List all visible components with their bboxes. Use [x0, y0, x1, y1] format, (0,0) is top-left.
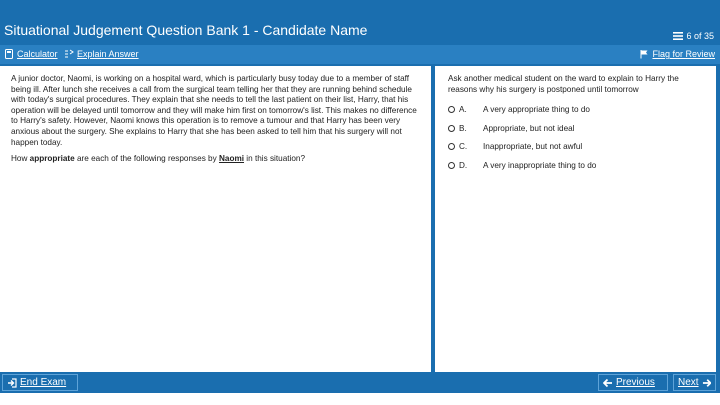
radio-a[interactable] — [448, 106, 455, 113]
option-label: Inappropriate, but not awful — [483, 142, 583, 151]
flag-for-review-label: Flag for Review — [652, 49, 715, 59]
calculator-icon — [4, 49, 14, 59]
option-label: A very appropriate thing to do — [483, 105, 590, 114]
flag-icon — [639, 49, 649, 59]
question-panel — [435, 66, 716, 372]
next-button[interactable] — [673, 374, 716, 391]
calculator-button[interactable] — [4, 49, 58, 59]
option-letter: A. — [459, 105, 467, 114]
end-exam-button[interactable] — [2, 374, 78, 391]
question-counter — [673, 31, 714, 41]
prompt-pre: How — [11, 154, 30, 163]
scenario-text: A junior doctor, Naomi, is working on a hospital ward, which is particularly busy today due to a member of staff being ill. After lunch she receives a call from the surgical team telling her that they are running behind schedule with today's surgical procedures. They explain that she needs to tell the last patient on their list, Harry, that his operation will be delayed until tomorrow and they will make him first on tomorrow's list. This makes no difference to Harry's safety. However, Naomi knows this operation is to remove a tumour and that Harry has been very anxious about the surgery. She explains to Harry that she has been asked to tell him that his surgery will not happen today. — [11, 74, 417, 147]
previous-label: Previous — [616, 377, 655, 388]
list-icon — [673, 32, 683, 40]
question-text: Ask another medical student on the ward to explain to Harry the reasons why his surgery is postponed until tomorrow — [448, 74, 679, 94]
arrow-left-icon — [603, 378, 613, 388]
arrow-right-icon — [702, 378, 711, 388]
option-c[interactable] — [448, 142, 582, 151]
prompt-mid: are each of the following responses by — [74, 154, 219, 163]
option-label: A very inappropriate thing to do — [483, 161, 597, 170]
scenario-prompt — [11, 154, 421, 165]
radio-c[interactable] — [448, 143, 455, 150]
option-a[interactable] — [448, 105, 590, 114]
toolbar — [0, 45, 720, 64]
option-d[interactable] — [448, 161, 596, 170]
option-letter: B. — [459, 124, 467, 133]
title-bar — [0, 0, 720, 45]
option-b[interactable] — [448, 124, 575, 133]
end-exam-label: End Exam — [20, 377, 67, 388]
radio-d[interactable] — [448, 162, 455, 169]
option-letter: D. — [459, 161, 468, 170]
counter-text: 6 of 35 — [686, 31, 714, 41]
radio-b[interactable] — [448, 125, 455, 132]
next-label: Next — [678, 377, 699, 388]
prompt-post: in this situation? — [244, 154, 306, 163]
previous-button[interactable] — [598, 374, 668, 391]
scenario-panel — [0, 66, 431, 372]
calculator-label: Calculator — [17, 49, 58, 59]
explain-icon — [64, 49, 74, 59]
flag-for-review-button[interactable] — [639, 49, 715, 59]
right-border — [716, 66, 720, 372]
explain-answer-label: Explain Answer — [77, 49, 139, 59]
footer-margin — [0, 393, 720, 405]
explain-answer-button[interactable] — [64, 49, 139, 59]
prompt-name: Naomi — [218, 154, 245, 163]
option-label: Appropriate, but not ideal — [483, 124, 575, 133]
option-letter: C. — [459, 142, 468, 151]
prompt-emphasis: appropriate — [29, 154, 75, 163]
footer-bar — [0, 372, 720, 393]
page-title: Situational Judgement Question Bank 1 - Candidate Name — [4, 22, 368, 38]
exit-icon — [7, 378, 17, 388]
